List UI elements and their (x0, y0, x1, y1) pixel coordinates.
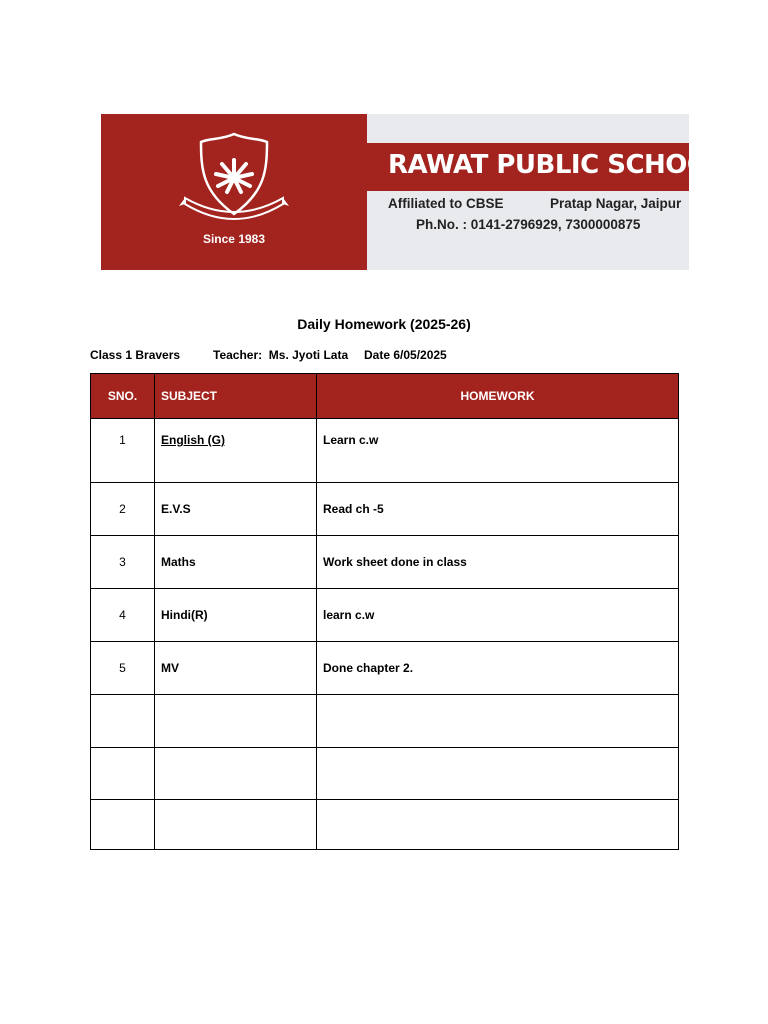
cell-subject: Hindi(R) (155, 589, 317, 642)
location-text: Pratap Nagar, Jaipur (550, 196, 682, 211)
table-row (91, 589, 679, 642)
cell-homework: learn c.w (317, 589, 679, 642)
header-homework: HOMEWORK (317, 374, 679, 419)
header-sno: SNO. (91, 374, 155, 419)
cell-sno: 4 (91, 589, 155, 642)
cell-subject: Maths (155, 536, 317, 589)
cell-sno: 5 (91, 642, 155, 695)
banner-right-panel (367, 114, 689, 270)
table-row (91, 695, 679, 748)
date-label: Date 6/05/2025 (364, 348, 447, 362)
phone-text: Ph.No. : 0141-2796929, 7300000875 (416, 217, 641, 232)
cell-subject: E.V.S (155, 483, 317, 536)
subject-link: English (G) (161, 433, 225, 447)
teacher-label: Teacher: Ms. Jyoti Lata (213, 348, 349, 362)
cell-subject (155, 748, 317, 800)
cell-homework (317, 800, 679, 850)
table-row (91, 642, 679, 695)
cell-homework: Done chapter 2. (317, 642, 679, 695)
table-row (91, 748, 679, 800)
school-name: RAWAT PUBLIC SCHOOL (388, 150, 725, 180)
cell-sno: 2 (91, 483, 155, 536)
cell-sno (91, 695, 155, 748)
table-header-row (91, 374, 679, 419)
cell-subject (155, 695, 317, 748)
affiliation-text: Affiliated to CBSE (388, 196, 504, 211)
class-label: Class 1 Bravers (90, 348, 181, 362)
cell-sno: 3 (91, 536, 155, 589)
table-row (91, 419, 679, 483)
cell-subject (155, 419, 317, 483)
cell-subject (155, 800, 317, 850)
cell-homework: Read ch -5 (317, 483, 679, 536)
table-row (91, 483, 679, 536)
cell-sno: 1 (91, 419, 155, 483)
cell-homework (317, 748, 679, 800)
school-crest-logo (179, 130, 289, 225)
cell-sno (91, 748, 155, 800)
cell-homework: Learn c.w (317, 419, 679, 483)
table-row (91, 800, 679, 850)
header-subject: SUBJECT (155, 374, 317, 419)
cell-homework (317, 695, 679, 748)
cell-subject: MV (155, 642, 317, 695)
page-title: Daily Homework (2025-26) (297, 316, 471, 332)
since-year: Since 1983 (202, 232, 266, 246)
cell-homework: Work sheet done in class (317, 536, 679, 589)
table-row (91, 536, 679, 589)
cell-sno (91, 800, 155, 850)
homework-table (90, 373, 679, 850)
school-banner (101, 114, 725, 270)
